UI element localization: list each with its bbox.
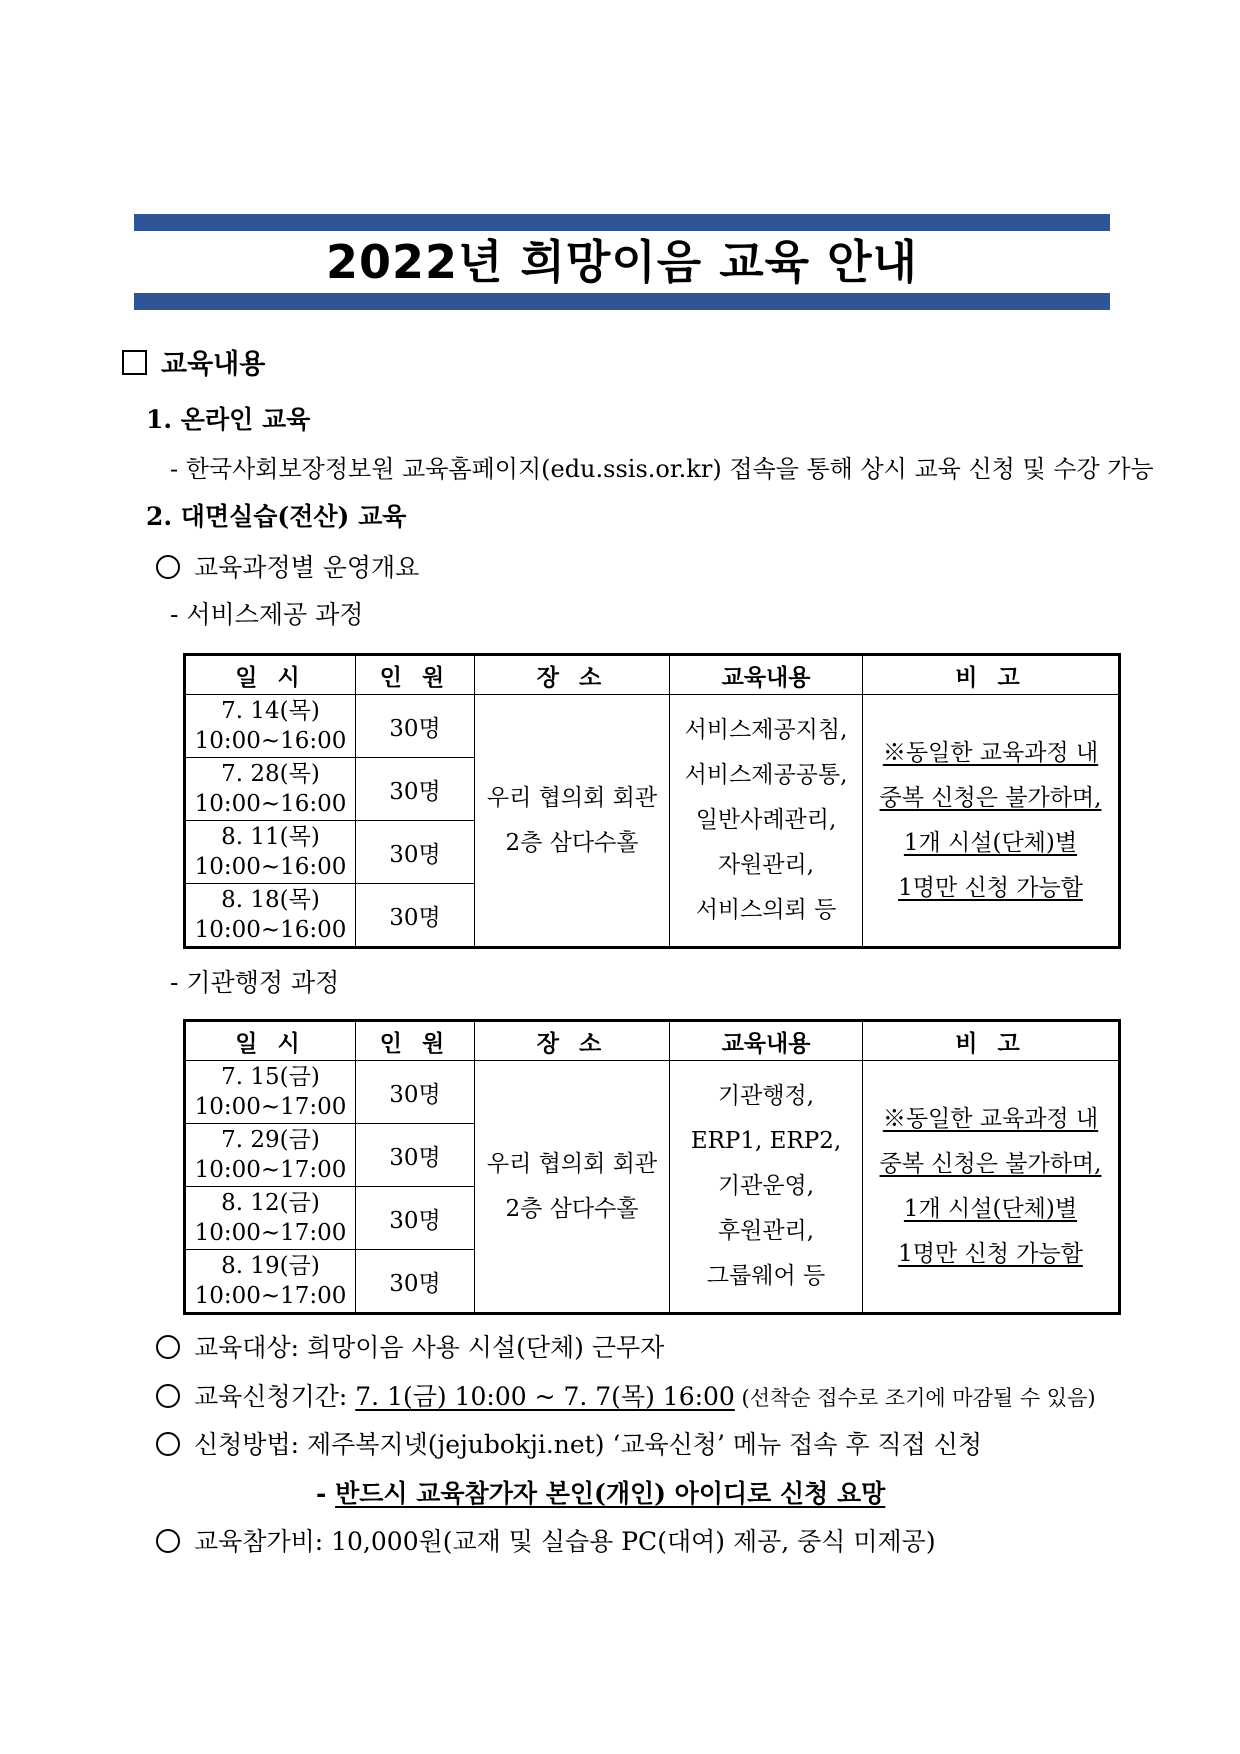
online-heading: 1. 온라인 교육 (146, 405, 311, 434)
people-cell: 30명 (356, 1061, 475, 1124)
online-desc: - 한국사회보장정보원 교육홈페이지(edu.ssis.or.kr) 접속을 통해 상시 교육 신청 및 수강 가능 (170, 455, 1154, 483)
people-cell: 30명 (356, 1187, 475, 1250)
remark-cell: ※동일한 교육과정 내 중복 신청은 불가하며, 1개 시설(단체)별 1명만 신청 가능함 (863, 695, 1120, 948)
section-heading-text: 교육내용 (161, 349, 266, 380)
place-cell: 우리 협의회 회관 2층 삼다수홀 (475, 695, 670, 948)
remark-cell: ※동일한 교육과정 내 중복 신청은 불가하며, 1개 시설(단체)별 1명만 신청 가능함 (863, 1061, 1120, 1314)
people-cell: 30명 (356, 758, 475, 821)
method-note-text: 반드시 교육참가자 본인(개인) 아이디로 신청 요망 (335, 1479, 886, 1508)
target-text: 교육대상: 희망이음 사용 시설(단체) 근무자 (194, 1333, 665, 1362)
course2-label: - 기관행정 과정 (170, 968, 340, 997)
header-remark: 비 고 (863, 1021, 1120, 1061)
people-cell: 30명 (356, 695, 475, 758)
section-heading (122, 348, 265, 382)
header-date: 일 시 (185, 655, 356, 695)
date-cell: 7. 28(목) 10:00~16:00 (185, 758, 356, 821)
course1-table (183, 653, 1121, 949)
circle-bullet-icon (156, 1432, 180, 1456)
content-cell: 기관행정, ERP1, ERP2, 기관운영, 후원관리, 그룹웨어 등 (670, 1061, 863, 1314)
circle-bullet-icon (156, 555, 180, 579)
people-cell: 30명 (356, 821, 475, 884)
date-cell: 7. 14(목) 10:00~16:00 (185, 695, 356, 758)
place-cell: 우리 협의회 회관 2층 삼다수홀 (475, 1061, 670, 1314)
content-cell: 서비스제공지침, 서비스제공공통, 일반사례관리, 자원관리, 서비스의뢰 등 (670, 695, 863, 948)
course2-table (183, 1019, 1121, 1315)
page-title: 2022년 희망이음 교육 안내 (326, 235, 918, 289)
title-banner (134, 214, 1110, 310)
people-cell: 30명 (356, 884, 475, 948)
table-header-row (185, 655, 1120, 695)
fee-text: 교육참가비: 10,000원(교재 및 실습용 PC(대여) 제공, 중식 미제공) (194, 1527, 936, 1556)
method-note-prefix: - (316, 1479, 336, 1508)
date-cell: 8. 12(금) 10:00~17:00 (185, 1187, 356, 1250)
period-label: 교육신청기간: (194, 1382, 356, 1411)
header-people: 인 원 (356, 1021, 475, 1061)
period-value: 7. 1(금) 10:00 ~ 7. 7(목) 16:00 (355, 1382, 735, 1411)
people-cell: 30명 (356, 1124, 475, 1187)
method-item (156, 1428, 982, 1462)
overview-text: 교육과정별 운영개요 (194, 553, 420, 582)
header-remark: 비 고 (863, 655, 1120, 695)
table-header-row (185, 1021, 1120, 1061)
checkbox-square-icon (122, 350, 147, 375)
circle-bullet-icon (156, 1384, 180, 1408)
header-place: 장 소 (475, 655, 670, 695)
period-note: (선착순 접수로 조기에 마감될 수 있음) (734, 1386, 1096, 1410)
date-cell: 8. 19(금) 10:00~17:00 (185, 1250, 356, 1314)
header-content: 교육내용 (670, 1021, 863, 1061)
table-row (185, 1061, 1120, 1124)
target-item (156, 1331, 664, 1365)
title-bar-bottom (134, 293, 1110, 310)
header-people: 인 원 (356, 655, 475, 695)
method-text: 신청방법: 제주복지넷(jejubokji.net) ‘교육신청’ 메뉴 접속 후 직접 신청 (194, 1430, 982, 1459)
header-place: 장 소 (475, 1021, 670, 1061)
people-cell: 30명 (356, 1250, 475, 1314)
overview-item (156, 551, 419, 585)
table-row (185, 695, 1120, 758)
period-item (156, 1380, 1096, 1415)
fee-item (156, 1525, 936, 1559)
date-cell: 8. 11(목) 10:00~16:00 (185, 821, 356, 884)
header-date: 일 시 (185, 1021, 356, 1061)
date-cell: 7. 29(금) 10:00~17:00 (185, 1124, 356, 1187)
date-cell: 7. 15(금) 10:00~17:00 (185, 1061, 356, 1124)
date-cell: 8. 18(목) 10:00~16:00 (185, 884, 356, 948)
method-note (316, 1477, 885, 1511)
circle-bullet-icon (156, 1335, 180, 1359)
offline-heading: 2. 대면실습(전산) 교육 (146, 502, 407, 531)
title-bar-top (134, 214, 1110, 231)
header-content: 교육내용 (670, 655, 863, 695)
circle-bullet-icon (156, 1529, 180, 1553)
course1-label: - 서비스제공 과정 (170, 600, 364, 629)
